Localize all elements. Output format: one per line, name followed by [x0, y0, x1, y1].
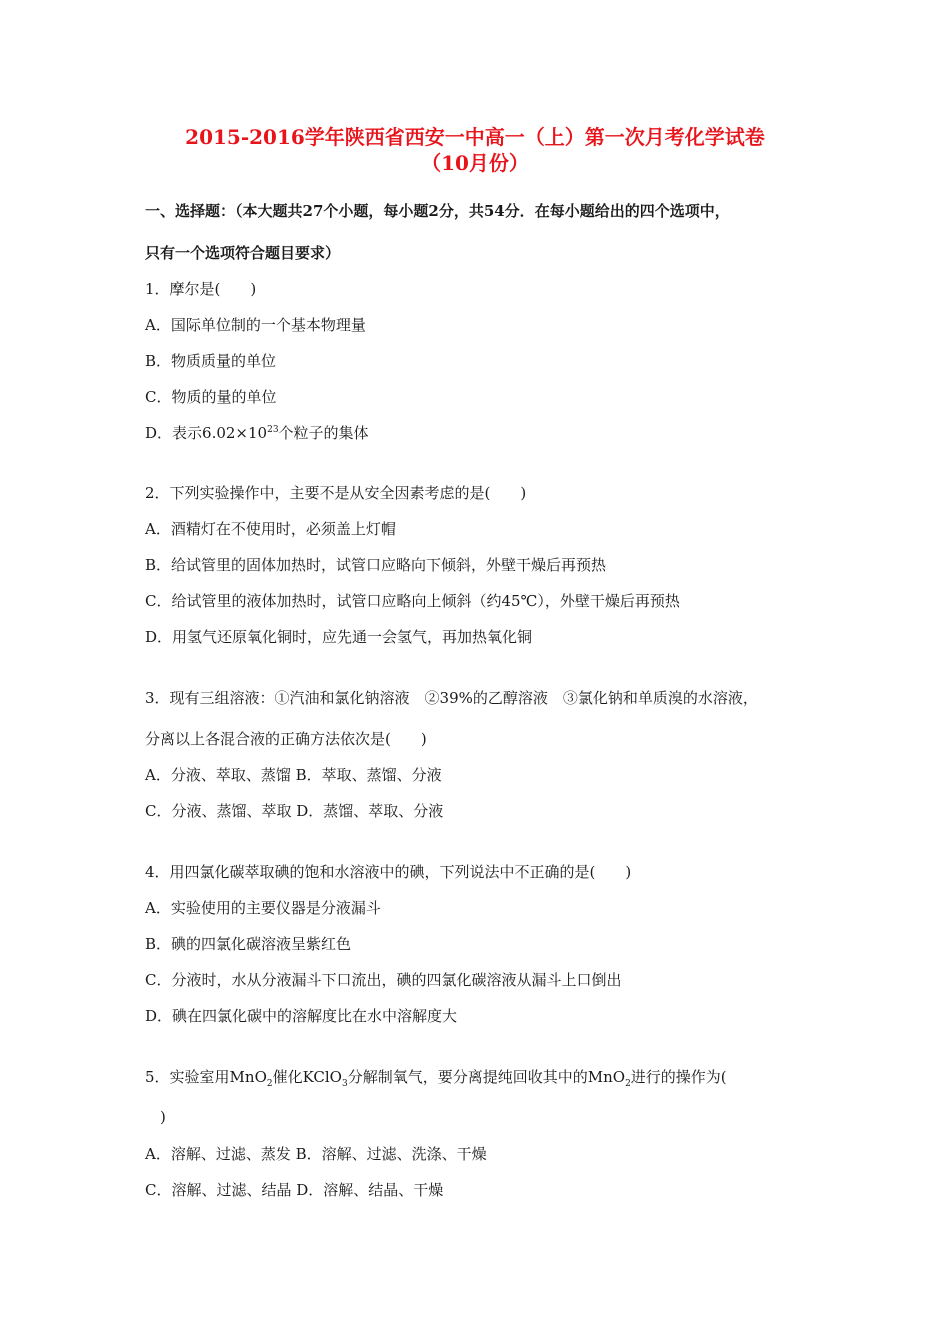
q1-stem: 1．摩尔是( ) [145, 280, 257, 298]
page-subtitle: （10月份） [421, 151, 529, 175]
q3-stem-cont: 分离以上各混合液的正确方法依次是( ) [145, 730, 427, 748]
q2-option-c: C．给试管里的液体加热时，试管口应略向上倾斜（约45℃），外壁干燥后再预热 [145, 592, 680, 610]
q4-option-a: A．实验使用的主要仪器是分液漏斗 [145, 899, 381, 917]
q1-option-d: D．表示$6.02\times 10^{23}$个粒子的集体 [145, 424, 369, 442]
q4-option-c: C．分液时，水从分液漏斗下口流出，碘的四氯化碳溶液从漏斗上口倒出 [145, 971, 622, 989]
q1-option-c: C．物质的量的单位 [145, 388, 277, 406]
q5-options-cd: C．溶解、过滤、结晶 D．溶解、结晶、干燥 [145, 1181, 444, 1199]
q5-stem-cont: ) [145, 1108, 166, 1126]
q3-stem: 3．现有三组溶液：①汽油和氯化钠溶液 ②39%的乙醇溶液 ③氯化钠和单质溴的水溶液， [145, 689, 758, 707]
section-heading: 一、选择题：（本大题共27个小题，每小题2分，共54分．在每小题给出的四个选项中， [145, 202, 730, 220]
q4-option-d: D．碘在四氯化碳中的溶解度比在水中溶解度大 [145, 1007, 458, 1025]
q5-stem: 5．实验室用MnO$_2$催化KClO$_3$分解制氧气，要分离提纯回收其中的MnO$_2$进行的操作为( [145, 1068, 727, 1089]
q1-option-a: A．国际单位制的一个基本物理量 [145, 316, 366, 334]
section-heading-cont: 只有一个选项符合题目要求） [145, 244, 341, 262]
q2-option-b: B．给试管里的固体加热时，试管口应略向下倾斜，外壁干燥后再预热 [145, 556, 607, 574]
q1-option-b: B．物质质量的单位 [145, 352, 277, 370]
q3-options-cd: C．分液、蒸馏、萃取 D．蒸馏、萃取、分液 [145, 802, 444, 820]
page-title: 2015-2016学年陕西省西安一中高一（上）第一次月考化学试卷 [185, 125, 765, 149]
q4-stem: 4．用四氯化碳萃取碘的饱和水溶液中的碘，下列说法中不正确的是( ) [145, 863, 632, 881]
q2-option-d: D．用氢气还原氧化铜时，应先通一会氢气，再加热氧化铜 [145, 628, 533, 646]
q5-options-ab: A．溶解、过滤、蒸发 B．溶解、过滤、洗涤、干燥 [145, 1145, 487, 1163]
q2-option-a: A．酒精灯在不使用时，必须盖上灯帽 [145, 520, 396, 538]
q4-option-b: B．碘的四氯化碳溶液呈紫红色 [145, 935, 352, 953]
q2-stem: 2．下列实验操作中，主要不是从安全因素考虑的是( ) [145, 484, 527, 502]
q3-options-ab: A．分液、萃取、蒸馏 B．萃取、蒸馏、分液 [145, 766, 442, 784]
